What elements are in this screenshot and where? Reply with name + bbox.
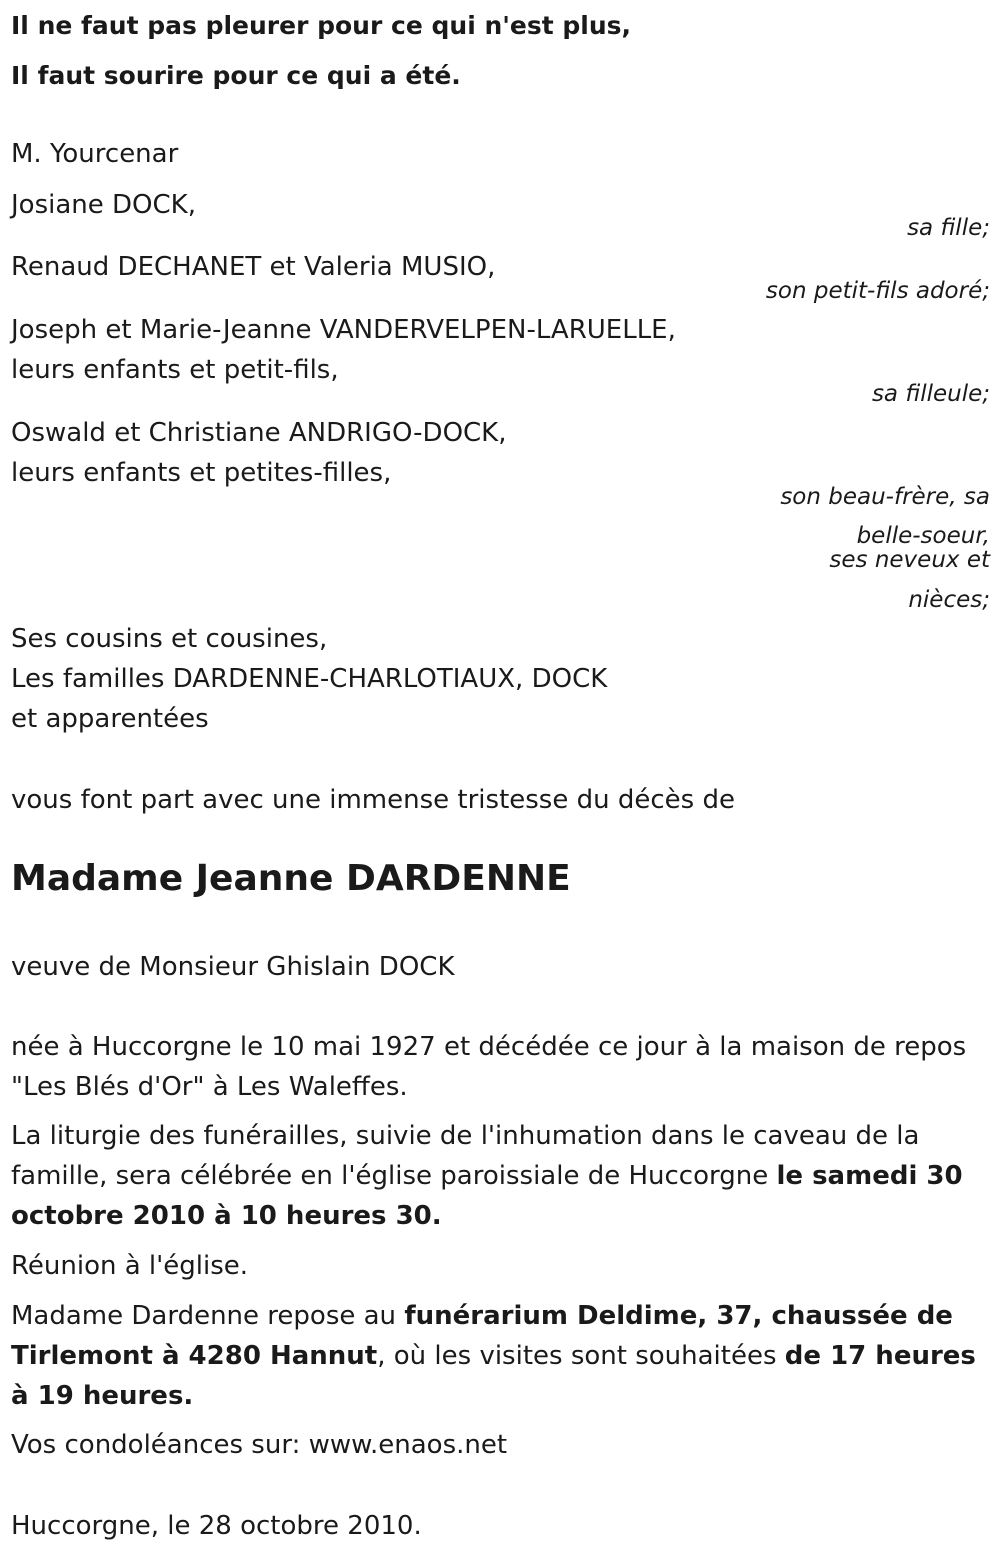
family-relation: sa fille; — [907, 215, 990, 241]
family-names: Joseph et Marie-Jeanne VANDERVELPEN-LARUELLE, — [11, 315, 676, 345]
place-date: Huccorgne, le 28 octobre 2010. — [11, 1511, 422, 1541]
birth-death-line-2: "Les Blés d'Or" à Les Waleffes. — [11, 1072, 408, 1102]
family-relation: son petit-fils adoré; — [765, 278, 990, 304]
visiting-hours: de 17 heures à 19 heures. — [11, 1341, 976, 1411]
quote-author: M. Yourcenar — [11, 139, 179, 169]
funeral-home-text-2: , où les visites sont souhaitées — [377, 1341, 785, 1371]
family-names-line-2: leurs enfants et petites-filles, — [11, 458, 392, 488]
family-relation-line: son beau-frère, sa — [780, 484, 990, 510]
family-names: Oswald et Christiane ANDRIGO-DOCK, — [11, 418, 507, 448]
others-line-3: et apparentées — [11, 704, 209, 734]
meeting: Réunion à l'église. — [11, 1251, 249, 1281]
family-relation-line: nièces; — [908, 587, 990, 613]
family-relation-line: belle-soeur, — [856, 523, 990, 549]
funeral-home-text-1: Madame Dardenne repose au — [11, 1301, 405, 1331]
announcement: vous font part avec une immense tristesse du décès de — [11, 785, 735, 815]
quote-line-1: Il ne faut pas pleurer pour ce qui n'est plus, — [11, 11, 632, 40]
liturgy-paragraph — [11, 1116, 986, 1236]
liturgy-text: La liturgie des funérailles, suivie de l'inhumation dans le caveau de la famille, sera célébrée en l'église paroissiale de Huccorgne — [11, 1121, 920, 1191]
condolences: Vos condoléances sur: www.enaos.net — [11, 1430, 508, 1460]
family-names: Josiane DOCK, — [11, 190, 196, 220]
deceased-name: Madame Jeanne DARDENNE — [11, 858, 571, 899]
funeral-home-paragraph — [11, 1296, 986, 1416]
family-names-line-2: leurs enfants et petit-fils, — [11, 355, 339, 385]
funeral-home-place: funérarium Deldime, 37, chaussée de Tirlemont à 4280 Hannut — [11, 1301, 953, 1371]
others-line-1: Ses cousins et cousines, — [11, 624, 328, 654]
family-names: Renaud DECHANET et Valeria MUSIO, — [11, 252, 496, 282]
others-line-2: Les familles DARDENNE-CHARLOTIAUX, DOCK — [11, 664, 608, 694]
quote-line-2: Il faut sourire pour ce qui a été. — [11, 61, 461, 90]
widow-of: veuve de Monsieur Ghislain DOCK — [11, 952, 455, 982]
family-relation: sa filleule; — [871, 381, 990, 407]
liturgy-date: le samedi 30 octobre 2010 à 10 heures 30. — [11, 1161, 963, 1231]
birth-death-line-1: née à Huccorgne le 10 mai 1927 et décédée ce jour à la maison de repos — [11, 1032, 967, 1062]
family-relation-line: ses neveux et — [829, 547, 990, 573]
